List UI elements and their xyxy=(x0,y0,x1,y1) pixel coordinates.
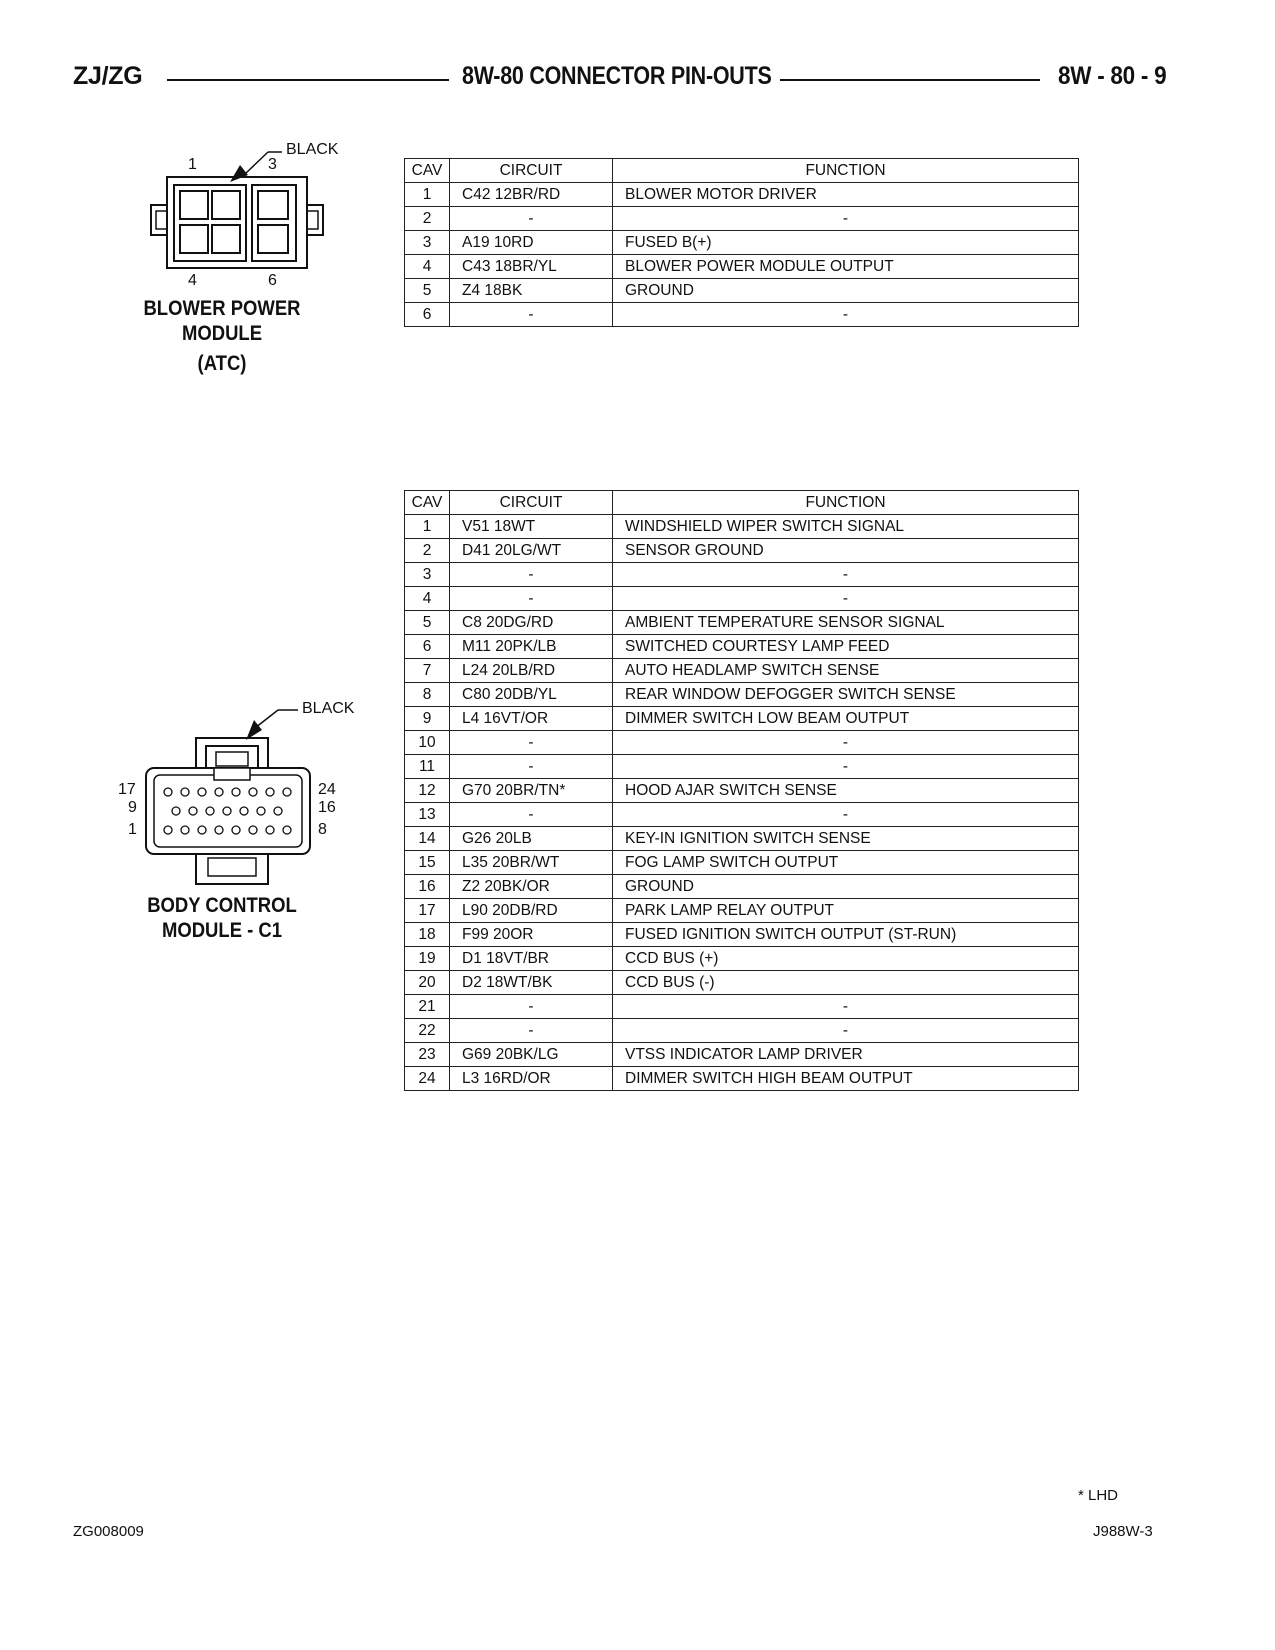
table-row xyxy=(405,255,1079,279)
table-row xyxy=(405,563,1079,587)
function-cell: - xyxy=(613,755,1079,779)
circuit-cell: A19 10RD xyxy=(450,231,613,255)
table-row xyxy=(405,183,1079,207)
cavity-cell: 11 xyxy=(405,755,450,779)
bcm-connector-name xyxy=(134,893,310,943)
bcm-pin-label-8: 8 xyxy=(318,821,327,838)
bcm-pin-label-1: 1 xyxy=(128,821,137,838)
function-cell: AUTO HEADLAMP SWITCH SENSE xyxy=(613,659,1079,683)
circuit-cell: G70 20BR/TN* xyxy=(450,779,613,803)
table-row xyxy=(405,995,1079,1019)
circuit-cell: L24 20LB/RD xyxy=(450,659,613,683)
function-cell: FOG LAMP SWITCH OUTPUT xyxy=(613,851,1079,875)
table-row xyxy=(405,683,1079,707)
bcm-pin-label-16: 16 xyxy=(318,799,336,816)
circuit-cell: - xyxy=(450,587,613,611)
function-cell: BLOWER MOTOR DRIVER xyxy=(613,183,1079,207)
cavity-cell: 2 xyxy=(405,539,450,563)
cavity-cell: 6 xyxy=(405,303,450,327)
header-model: ZJ/ZG xyxy=(73,62,143,90)
function-cell: PARK LAMP RELAY OUTPUT xyxy=(613,899,1079,923)
circuit-cell: M11 20PK/LB xyxy=(450,635,613,659)
function-cell: - xyxy=(613,1019,1079,1043)
cavity-cell: 24 xyxy=(405,1067,450,1091)
cavity-cell: 20 xyxy=(405,971,450,995)
table-row xyxy=(405,827,1079,851)
function-cell: - xyxy=(613,803,1079,827)
header-rule-right xyxy=(780,79,1040,81)
circuit-cell: F99 20OR xyxy=(450,923,613,947)
bcm-name-line-1: BODY CONTROL xyxy=(147,894,297,917)
circuit-cell: - xyxy=(450,803,613,827)
circuit-cell: C80 20DB/YL xyxy=(450,683,613,707)
column-header-cav: CAV xyxy=(405,159,450,183)
cavity-cell: 13 xyxy=(405,803,450,827)
circuit-cell: C43 18BR/YL xyxy=(450,255,613,279)
table-row xyxy=(405,851,1079,875)
circuit-cell: - xyxy=(450,303,613,327)
function-cell: - xyxy=(613,563,1079,587)
bcm-pin-label-17: 17 xyxy=(118,781,136,798)
circuit-cell: - xyxy=(450,755,613,779)
cavity-cell: 3 xyxy=(405,563,450,587)
function-cell: CCD BUS (-) xyxy=(613,971,1079,995)
cavity-cell: 1 xyxy=(405,183,450,207)
cavity-cell: 15 xyxy=(405,851,450,875)
table-row xyxy=(405,923,1079,947)
body-control-pinout-table xyxy=(404,490,1079,1091)
column-header-circuit: CIRCUIT xyxy=(450,491,613,515)
table-row xyxy=(405,1043,1079,1067)
function-cell: WINDSHIELD WIPER SWITCH SIGNAL xyxy=(613,515,1079,539)
table-row xyxy=(405,1067,1079,1091)
circuit-cell: L90 20DB/RD xyxy=(450,899,613,923)
circuit-cell: - xyxy=(450,731,613,755)
function-cell: - xyxy=(613,995,1079,1019)
table-row xyxy=(405,659,1079,683)
cavity-cell: 9 xyxy=(405,707,450,731)
figure-code-right: J988W-3 xyxy=(1093,1523,1153,1540)
column-header-cav: CAV xyxy=(405,491,450,515)
function-cell: HOOD AJAR SWITCH SENSE xyxy=(613,779,1079,803)
cavity-cell: 10 xyxy=(405,731,450,755)
cavity-cell: 22 xyxy=(405,1019,450,1043)
function-cell: FUSED B(+) xyxy=(613,231,1079,255)
cavity-cell: 14 xyxy=(405,827,450,851)
cavity-cell: 7 xyxy=(405,659,450,683)
blower-name-line-3: (ATC) xyxy=(197,352,247,375)
blower-module-pinout-table xyxy=(404,158,1079,327)
circuit-cell: D41 20LG/WT xyxy=(450,539,613,563)
cavity-cell: 1 xyxy=(405,515,450,539)
footnote: * LHD xyxy=(1078,1487,1119,1504)
circuit-cell: - xyxy=(450,1019,613,1043)
function-cell: FUSED IGNITION SWITCH OUTPUT (ST-RUN) xyxy=(613,923,1079,947)
table-row xyxy=(405,515,1079,539)
circuit-cell: - xyxy=(450,563,613,587)
header-page-number: 8W - 80 - 9 xyxy=(1058,62,1167,90)
figure-code-left: ZG008009 xyxy=(73,1523,144,1540)
table-row xyxy=(405,231,1079,255)
blower-name-line-1: BLOWER POWER xyxy=(143,297,301,320)
table-row xyxy=(405,731,1079,755)
circuit-cell: D1 18VT/BR xyxy=(450,947,613,971)
cavity-cell: 21 xyxy=(405,995,450,1019)
column-header-function: FUNCTION xyxy=(613,491,1079,515)
cavity-cell: 3 xyxy=(405,231,450,255)
function-cell: REAR WINDOW DEFOGGER SWITCH SENSE xyxy=(613,683,1079,707)
circuit-cell: C42 12BR/RD xyxy=(450,183,613,207)
cavity-cell: 17 xyxy=(405,899,450,923)
function-cell: SENSOR GROUND xyxy=(613,539,1079,563)
table-row xyxy=(405,803,1079,827)
cavity-cell: 5 xyxy=(405,279,450,303)
table-row xyxy=(405,207,1079,231)
table-row xyxy=(405,587,1079,611)
function-cell: - xyxy=(613,731,1079,755)
bcm-name-line-2: MODULE - C1 xyxy=(161,919,283,942)
cavity-cell: 4 xyxy=(405,255,450,279)
table-header-row xyxy=(405,159,1079,183)
function-cell: KEY-IN IGNITION SWITCH SENSE xyxy=(613,827,1079,851)
function-cell: CCD BUS (+) xyxy=(613,947,1079,971)
table-row xyxy=(405,707,1079,731)
column-header-function: FUNCTION xyxy=(613,159,1079,183)
table-row xyxy=(405,303,1079,327)
function-cell: GROUND xyxy=(613,279,1079,303)
function-cell: GROUND xyxy=(613,875,1079,899)
function-cell: BLOWER POWER MODULE OUTPUT xyxy=(613,255,1079,279)
table-row xyxy=(405,779,1079,803)
function-cell: AMBIENT TEMPERATURE SENSOR SIGNAL xyxy=(613,611,1079,635)
table-row xyxy=(405,947,1079,971)
cavity-cell: 16 xyxy=(405,875,450,899)
cavity-cell: 6 xyxy=(405,635,450,659)
bcm-pin-label-24: 24 xyxy=(318,781,336,798)
cavity-cell: 12 xyxy=(405,779,450,803)
circuit-cell: Z2 20BK/OR xyxy=(450,875,613,899)
circuit-cell: - xyxy=(450,995,613,1019)
function-cell: - xyxy=(613,207,1079,231)
blower-pin-label-4: 4 xyxy=(188,272,197,289)
column-header-circuit: CIRCUIT xyxy=(450,159,613,183)
circuit-cell: L3 16RD/OR xyxy=(450,1067,613,1091)
table-row xyxy=(405,875,1079,899)
table-row xyxy=(405,611,1079,635)
circuit-cell: L35 20BR/WT xyxy=(450,851,613,875)
bcm-pin-label-9: 9 xyxy=(128,799,137,816)
cavity-cell: 4 xyxy=(405,587,450,611)
table-header-row xyxy=(405,491,1079,515)
cavity-cell: 5 xyxy=(405,611,450,635)
function-cell: - xyxy=(613,303,1079,327)
circuit-cell: C8 20DG/RD xyxy=(450,611,613,635)
body-control-connector-diagram xyxy=(0,0,400,940)
circuit-cell: - xyxy=(450,207,613,231)
blower-name-line-2: MODULE xyxy=(181,322,263,345)
cavity-cell: 19 xyxy=(405,947,450,971)
cavity-cell: 8 xyxy=(405,683,450,707)
cavity-cell: 18 xyxy=(405,923,450,947)
blower-pin-label-1: 1 xyxy=(188,156,197,173)
bcm-color-label: BLACK xyxy=(302,700,355,717)
function-cell: DIMMER SWITCH LOW BEAM OUTPUT xyxy=(613,707,1079,731)
table-row xyxy=(405,899,1079,923)
table-row xyxy=(405,1019,1079,1043)
cavity-cell: 2 xyxy=(405,207,450,231)
function-cell: DIMMER SWITCH HIGH BEAM OUTPUT xyxy=(613,1067,1079,1091)
table-row xyxy=(405,539,1079,563)
circuit-cell: V51 18WT xyxy=(450,515,613,539)
cavity-cell: 23 xyxy=(405,1043,450,1067)
function-cell: - xyxy=(613,587,1079,611)
circuit-cell: G69 20BK/LG xyxy=(450,1043,613,1067)
table-row xyxy=(405,755,1079,779)
circuit-cell: D2 18WT/BK xyxy=(450,971,613,995)
circuit-cell: G26 20LB xyxy=(450,827,613,851)
blower-pin-label-3: 3 xyxy=(268,156,277,173)
header-title: 8W-80 CONNECTOR PIN-OUTS xyxy=(462,62,772,90)
table-row xyxy=(405,279,1079,303)
function-cell: VTSS INDICATOR LAMP DRIVER xyxy=(613,1043,1079,1067)
table-row xyxy=(405,635,1079,659)
circuit-cell: L4 16VT/OR xyxy=(450,707,613,731)
function-cell: SWITCHED COURTESY LAMP FEED xyxy=(613,635,1079,659)
table-row xyxy=(405,971,1079,995)
circuit-cell: Z4 18BK xyxy=(450,279,613,303)
blower-color-label: BLACK xyxy=(286,141,339,158)
blower-pin-label-6: 6 xyxy=(268,272,277,289)
